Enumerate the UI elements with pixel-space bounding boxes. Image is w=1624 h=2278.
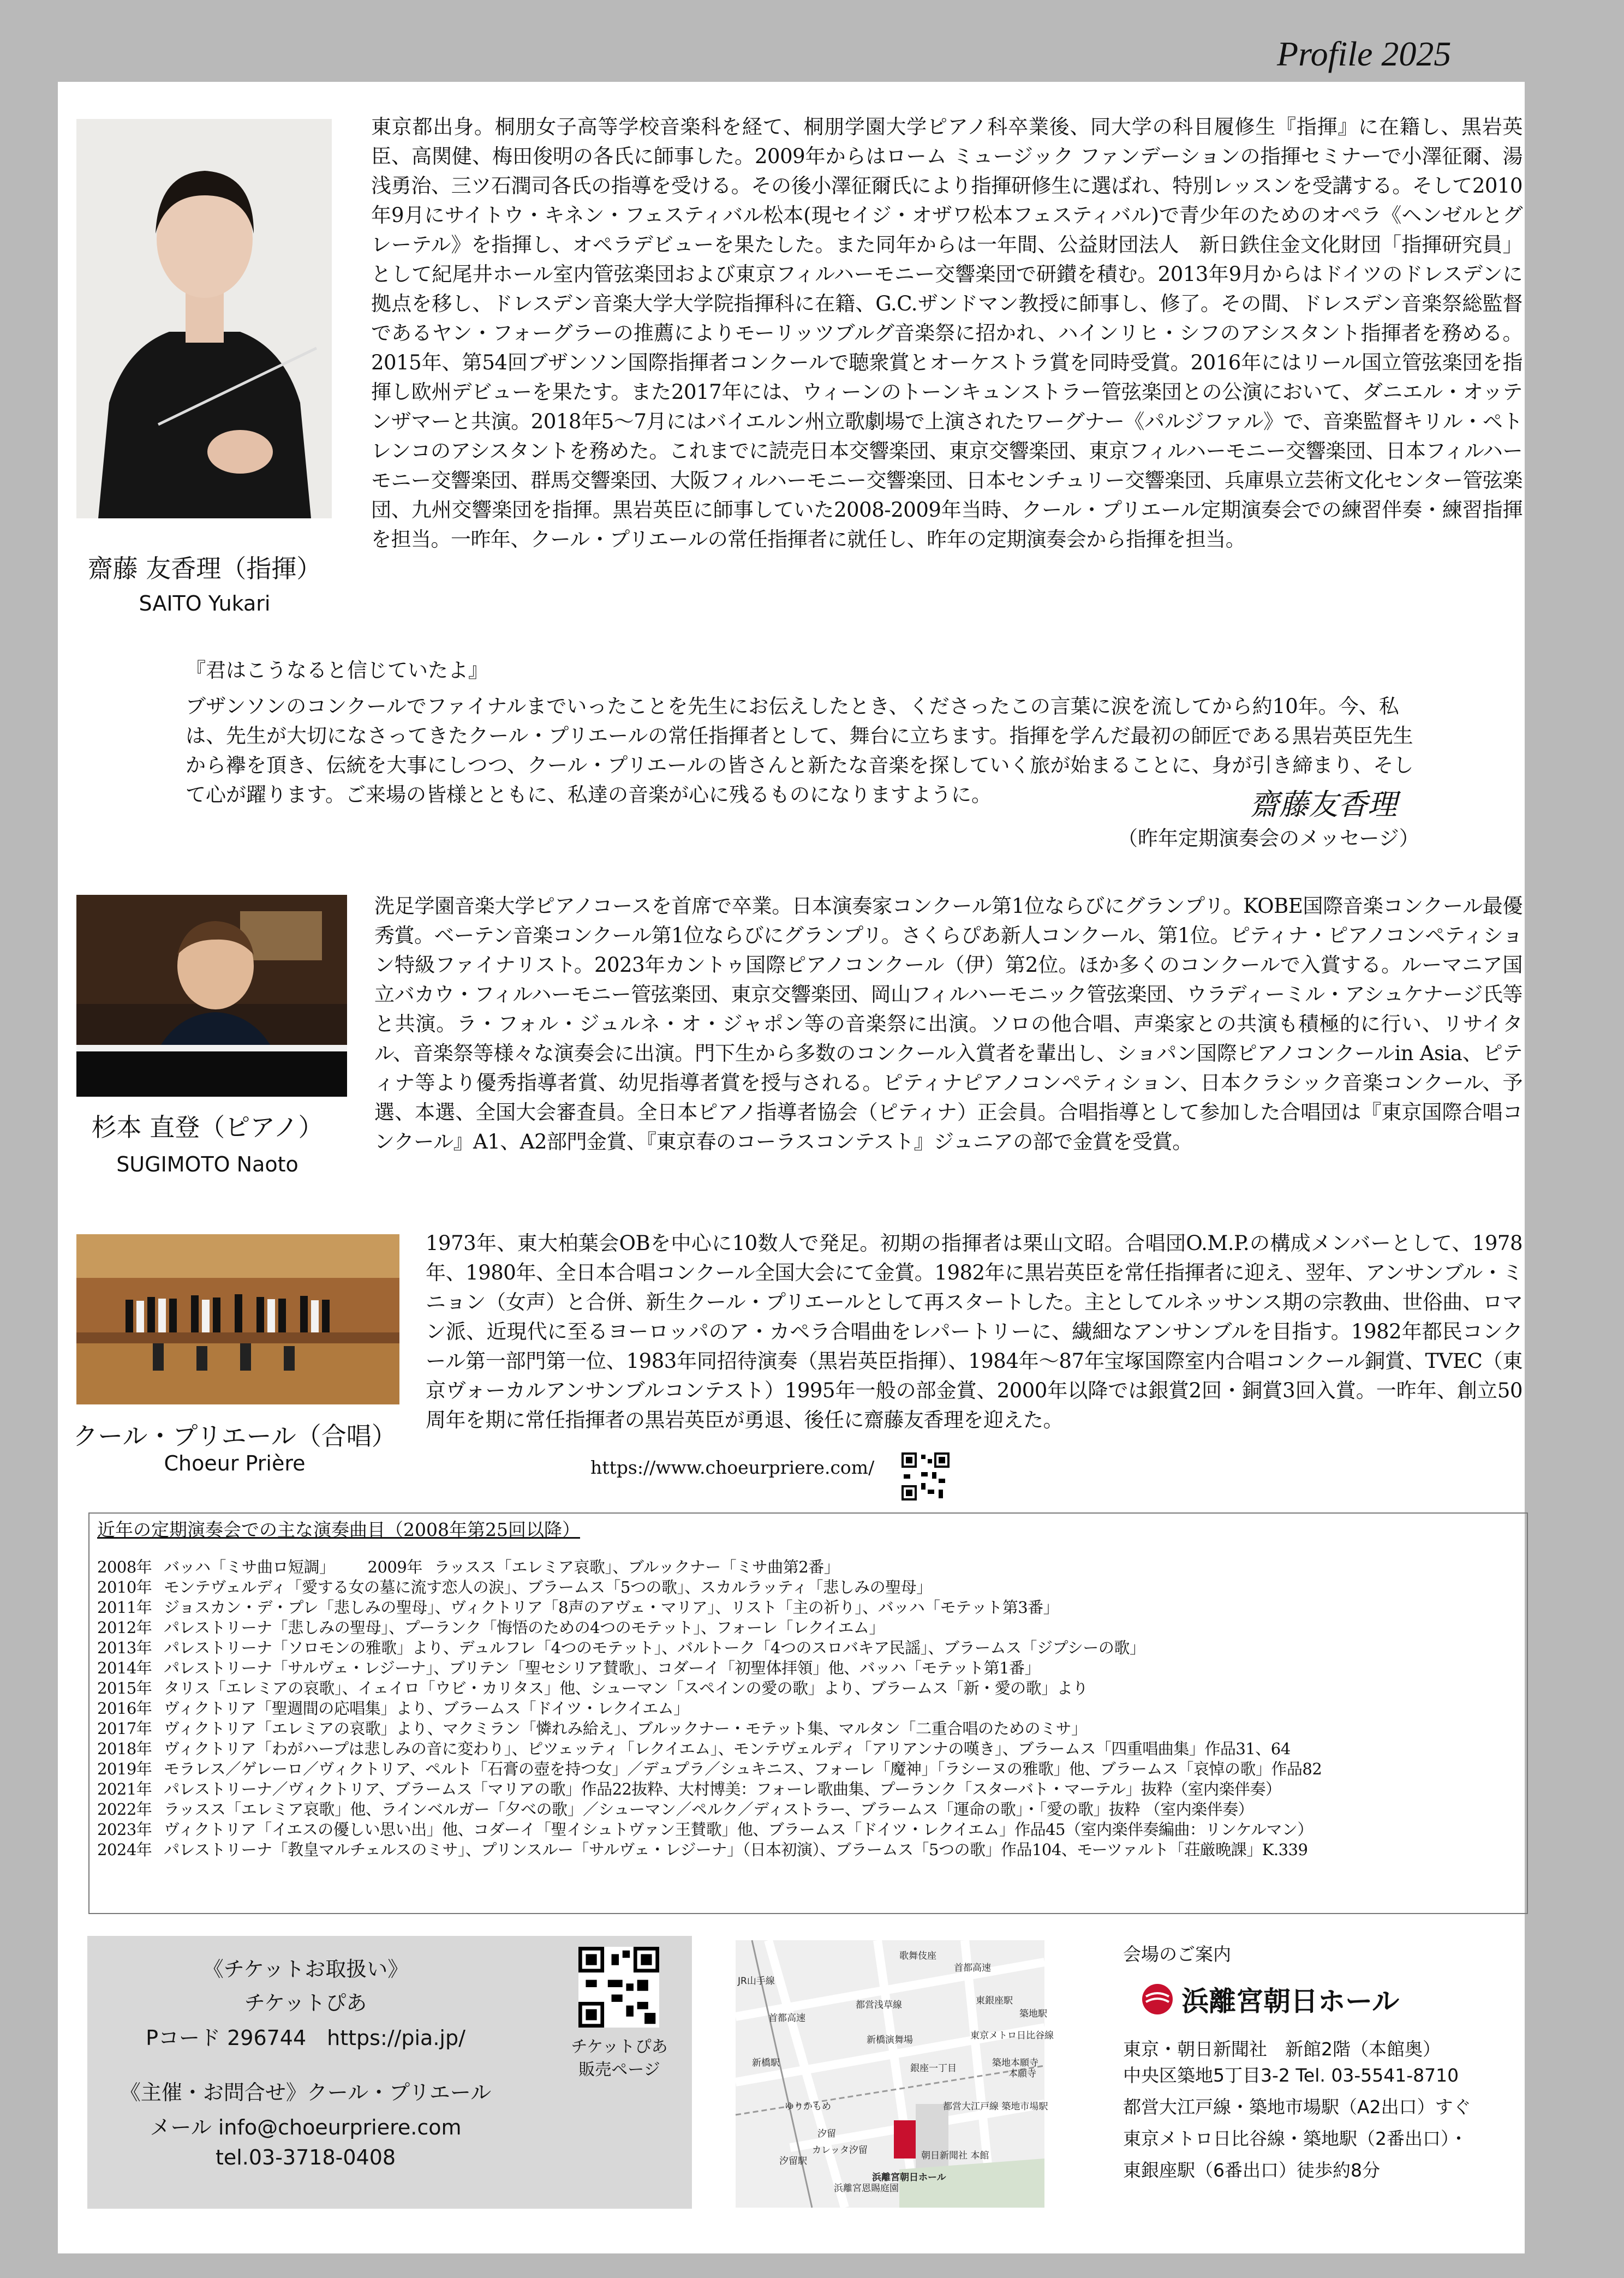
repertoire-year: 2019年	[97, 1760, 152, 1778]
map-label: 首都高速	[768, 2013, 805, 2024]
qr-icon	[578, 1947, 659, 2028]
repertoire-row	[97, 1817, 1313, 1840]
repertoire-row	[97, 1595, 1059, 1618]
organizer-heading: 《主催・お問合せ》クール・プリエール	[120, 2080, 492, 2104]
repertoire-text: パレストリーナ「ソロモンの雅歌」より、デュルフレ「4つのモテット」、バルトーク「4つのスロバキア民謡」、ブラームス「ジプシーの歌」	[164, 1639, 1145, 1657]
map-label: JR山手線	[738, 1976, 775, 1987]
repertoire-year: 2010年	[97, 1578, 152, 1597]
repertoire-text: ヴィクトリア「イエスの優しい思い出」他、コダーイ「聖イシュトヴァン王賛歌」他、ブラームス「ドイツ・レクイエム」作品45（室内楽伴奏編曲：リンケルマン）	[164, 1820, 1313, 1839]
repertoire-text: ラッスス「エレミア哀歌」他、ラインベルガー「夕べの歌」／シューマン／ペルク／ディストラー、ブラームス「運命の歌」・「愛の歌」抜粋 （室内楽伴奏）	[164, 1800, 1254, 1819]
map-label: 歌舞伎座	[899, 1951, 936, 1962]
repertoire-row	[97, 1838, 1307, 1860]
repertoire-year: 2022年	[97, 1800, 152, 1819]
venue-logo	[1141, 1980, 1400, 2017]
ticket-qr-code[interactable]	[578, 1947, 659, 2028]
saito-name-en: SAITO Yukari	[139, 591, 271, 615]
sugimoto-name-en: SUGIMOTO Naoto	[116, 1152, 298, 1176]
map-label: 首都高速	[954, 1963, 991, 1974]
repertoire-row	[97, 1656, 1040, 1678]
repertoire-row	[97, 1797, 1253, 1820]
choir-name-ja: クール・プリエール（合唱）	[73, 1421, 397, 1451]
choir-bio: 1973年、東大柏葉会OBを中心に10数人で発足。初期の指揮者は栗山文昭。合唱団O.M.P.の構成メンバーとして、1978年、1980年、全日本合唱コンクール全国大会にて金賞。1982年に黒岩英臣を常任指揮者に迎え、翌年、アンサンブル・ミニョン（女声）と合併、新生クール・プリエールとして再スタートした。主としてルネッサンス期の宗教曲、世俗曲、ロマン派、近現代に至るヨーロッパのア・カペラ合唱曲をレパートリーに、繊細なアンサンブルを目指す。1982年都民コンクール第一部門第一位、1983年同招待演奏（黒岩英臣指揮）、1984年～87年宝塚国際室内合唱コンクール銅賞、TVEC（東京ヴォーカルアンサンブルコンテスト）1995年一般の部金賞、2000年以降では銀賞2回・銅賞3回入賞。一昨年、創立50周年を期に常任指揮者の黒岩英臣が勇退、後任に齋藤友香理を迎えた。	[426, 1231, 1522, 1432]
repertoire-text: バッハ「ミサ曲ロ短調」	[164, 1558, 335, 1576]
repertoire-row	[97, 1777, 1281, 1799]
repertoire-row	[97, 1696, 689, 1719]
qr-icon	[901, 1452, 950, 1500]
repertoire-row	[97, 1676, 1088, 1699]
map-label: 浜離宮恩賜庭園	[834, 2183, 899, 2194]
map-image	[736, 1940, 1044, 2208]
repertoire-text: モンテヴェルディ「愛する女の墓に流す恋人の涙」、ブラームス「5つの歌」、スカルラッティ「悲しみの聖母」	[164, 1578, 932, 1597]
repertoire-row	[97, 1575, 932, 1598]
saito-name-ja: 齋藤 友香理（指揮）	[87, 554, 322, 583]
repertoire-year: 2024年	[97, 1840, 152, 1859]
repertoire-text: ヴィクトリア「わがハープは悲しみの音に変わり」、ピツェッティ「レクイエム」、モンテヴェルディ「アリアンナの嘆き」、ブラームス「四重唱曲集」作品31、64	[164, 1739, 1291, 1758]
venue-line: 中央区築地5丁目3-2 Tel. 03-5541-8710	[1123, 2065, 1459, 2086]
choir-qr-code[interactable]	[901, 1452, 950, 1500]
map-label: 新橋駅	[752, 2058, 780, 2068]
repertoire-text: ヴィクトリア「聖週間の応唱集」より、ブラームス「ドイツ・レクイエム」	[164, 1699, 689, 1718]
repertoire-text: タリス「エレミアの哀歌」、イェイロ「ウビ・カリタス」他、シューマン「スペインの愛の歌」より、ブラームス「新・愛の歌」より	[164, 1679, 1088, 1697]
choir-name-en: Choeur Prière	[164, 1451, 306, 1475]
repertoire-year: 2012年	[97, 1618, 152, 1637]
repertoire-year: 2021年	[97, 1780, 152, 1798]
repertoire-text: ジョスカン・デ・プレ「悲しみの聖母」、ヴィクトリア「8声のアヴェ・マリア」、リスト「主の祈り」、バッハ「モテット第3番」	[164, 1598, 1059, 1617]
venue-line: 東銀座駅（6番出口）徒歩約8分	[1123, 2160, 1380, 2181]
repertoire-year: 2015年	[97, 1679, 152, 1697]
map-label: 新橋演舞場	[867, 2035, 913, 2046]
contact-mail[interactable]: メール info@choeurpriere.com	[150, 2115, 462, 2139]
map-label: 築地駅	[1019, 2008, 1047, 2019]
venue-line: 東京メトロ日比谷線・築地駅（2番出口）・	[1123, 2128, 1468, 2149]
venue-logo-icon	[1141, 1982, 1174, 2016]
map-label: 東京メトロ日比谷線	[970, 2030, 1054, 2041]
repertoire-text: パレストリーナ「悲しみの聖母」、プーランク「悔悟のための4つのモテット」、フォーレ「レクイエム」	[164, 1618, 885, 1637]
map-label: 築地本願寺	[992, 2058, 1038, 2068]
message-source: （昨年定期演奏会のメッセージ）	[1118, 827, 1419, 850]
repertoire-text: モラレス／ゲレーロ／ヴィクトリア、ペルト「石膏の壺を持つ女」／デュプラ／シュキニス、フォーレ「魔神」「ラシーヌの雅歌」他、ブラームス「哀悼の歌」作品82	[164, 1760, 1322, 1778]
repertoire-year: 2023年	[97, 1820, 152, 1839]
ticket-heading: 《チケットお取扱い》	[202, 1957, 409, 1981]
choir-stage-image	[76, 1234, 399, 1404]
ticket-pcode[interactable]: Pコード 296744 https://pia.jp/	[146, 2026, 465, 2050]
repertoire-year: 2008年	[97, 1558, 152, 1576]
sugimoto-photo	[76, 895, 347, 1097]
repertoire-year: 2013年	[97, 1639, 152, 1657]
ticket-vendor: チケットぴあ	[244, 1991, 367, 2015]
repertoire-text: パレストリーナ／ヴィクトリア、ブラームス「マリアの歌」作品22抜粋、大村博美：フォーレ歌曲集、プーランク「スターバト・マーテル」抜粋（室内楽伴奏）	[164, 1780, 1281, 1798]
saito-photo	[76, 119, 332, 518]
repertoire-year: 2009年	[367, 1558, 422, 1576]
repertoire-row	[97, 1757, 1322, 1779]
sugimoto-portrait-image	[76, 895, 347, 1097]
map-label: 本願寺	[1008, 2068, 1036, 2079]
venue-line: 東京・朝日新聞社 新館2階（本館奥）	[1123, 2038, 1441, 2060]
map-label: カレッタ汐留	[812, 2145, 868, 2156]
repertoire-text: ヴィクトリア「エレミアの哀歌」より、マクミラン「憐れみ給え」、ブルックナー・モテット集、マルタン「二重合唱のためのミサ」	[164, 1719, 1087, 1738]
message-body: ブザンソンのコンクールでファイナルまでいったことを先生にお伝えしたとき、くださったこの言葉に涙を流してから約10年。今、私は、先生が大切になさってきたクール・プリエールの常任指揮者として、舞台に立ちます。指揮を学んだ最初の師匠である黒岩英臣先生から襷を頂き、伝統を大事にしつつ、クール・プリエールの皆さんと新たな音楽を探していく旅が始まることに、身が引き締まり、そして心が躍ります。ご来場の皆様とともに、私達の音楽が心に残るものになりますように。	[186, 695, 1414, 806]
contact-tel: tel.03-3718-0408	[215, 2145, 396, 2169]
repertoire-text: パレストリーナ「教皇マルチェルスのミサ」、プリンスルー「サルヴェ・レジーナ」（日本初演）、ブラームス「5つの歌」作品104、モーツァルト「荘厳晩課」K.339	[164, 1840, 1308, 1859]
qr-caption-1: チケットぴあ	[571, 2037, 668, 2056]
map-label: 汐留	[817, 2128, 836, 2139]
signature: 齋藤友香理	[1250, 787, 1397, 822]
map-label: 都営大江戸線 築地市場駅	[943, 2101, 1048, 2112]
venue-line: 都営大江戸線・築地市場駅（A2出口）すぐ	[1123, 2096, 1471, 2118]
repertoire-row-2008-2009	[97, 1555, 839, 1577]
map-label: 汐留駅	[779, 2156, 807, 2167]
choir-url[interactable]: https://www.choeurpriere.com/	[590, 1457, 875, 1478]
choir-photo	[76, 1234, 399, 1404]
repertoire-row	[97, 1717, 1086, 1739]
map-label: 銀座一丁目	[910, 2063, 957, 2074]
profile-header: Profile 2025	[1277, 34, 1452, 73]
repertoire-row	[97, 1636, 1145, 1658]
ticket-info-box	[87, 1936, 692, 2209]
qr-caption-2: 販売ページ	[578, 2060, 660, 2079]
repertoire-year: 2017年	[97, 1719, 152, 1738]
map-label: 朝日新聞社 本館	[921, 2150, 989, 2161]
repertoire-year: 2018年	[97, 1739, 152, 1758]
repertoire-year: 2014年	[97, 1659, 152, 1677]
map-label: ゆりかもめ	[785, 2101, 831, 2112]
repertoire-title: 近年の定期演奏会での主な演奏曲目（2008年第25回以降）	[97, 1519, 580, 1540]
map-label: 東銀座駅	[976, 1995, 1013, 2006]
repertoire-row	[97, 1616, 885, 1638]
saito-bio: 東京都出身。桐朋女子高等学校音楽科を経て、桐朋学園大学ピアノ科卒業後、同大学の科目履修生『指揮』に在籍し、黒岩英臣、高関健、梅田俊明の各氏に師事した。2009年からはローム ミュージック ファンデーションの指揮セミナーで小澤征爾、湯浅勇治、三ツ石潤司各氏の指導を受ける。その後小澤征爾氏により指揮研修生に選ばれ、特別レッスンを受講する。そして2010年9月にサイトウ・キネン・フェスティバル松本(現セイジ・オザワ松本フェスティバル)で青少年のためのオペラ《ヘンゼルとグレーテル》を指揮し、オペラデビューを果たした。また同年からは一年間、公益財団法人 新日鉄住金文化財団「指揮研究員」として紀尾井ホール室内管弦楽団および東京フィルハーモニー交響楽団で研鑚を積む。2013年9月からはドイツのドレスデンに拠点を移し、ドレスデン音楽大学大学院指揮科に在籍、G.C.ザンドマン教授に師事し、修了。その間、ドレスデン音楽祭総監督であるヤン・フォーグラーの推薦によりモーリッツブルグ音楽祭に招かれ、ハインリヒ・シフのアシスタント指揮者を務める。2015年、第54回ブザンソン国際指揮者コンクールで聴衆賞とオーケストラ賞を同時受賞。2016年にはリール国立管弦楽団を指揮し欧州デビューを果たす。また2017年には、ウィーンのトーンキュンストラー管弦楽団との公演において、ダニエル・オッテンザマーと共演。2018年5～7月にはバイエルン州立歌劇場で上演されたワーグナー《パルジファル》で、音楽監督キリル・ペトレンコのアシスタントを務めた。これまでに読売日本交響楽団、東京交響楽団、東京フィルハーモニー交響楽団、日本フィルハーモニー交響楽団、群馬交響楽団、大阪フィルハーモニー交響楽団、日本センチュリー交響楽団、兵庫県立芸術文化センター管弦楽団、九州交響楽団を指揮。黒岩英臣に師事していた2008-2009年当時、クール・プリエール定期演奏会での練習伴奏・練習指揮を担当。一昨年、クール・プリエールの常任指揮者に就任し、昨年の定期演奏会から指揮を担当。	[371, 115, 1523, 551]
repertoire-text: ラッスス「エレミア哀歌」、ブルックナー「ミサ曲第2番」	[434, 1558, 840, 1576]
venue-logo-text: 浜離宮朝日ホール	[1181, 1986, 1400, 2017]
repertoire-text: パレストリーナ「サルヴェ・レジーナ」、ブリテン「聖セシリア賛歌」、コダーイ「初聖体拝領」他、バッハ「モテット第1番」	[164, 1659, 1041, 1677]
map-label: 都営浅草線	[856, 2000, 902, 2011]
saito-portrait-image	[76, 119, 332, 518]
repertoire-box	[88, 1512, 1528, 1914]
repertoire-row	[97, 1737, 1291, 1759]
repertoire-year: 2011年	[97, 1598, 152, 1617]
sugimoto-bio: 洗足学園音楽大学ピアノコースを首席で卒業。日本演奏家コンクール第1位ならびにグランプリ。KOBE国際音楽コンクール最優秀賞。ベーテン音楽コンクール第1位ならびにグランプリ。さくらぴあ新人コンクール、第1位。ピティナ・ピアノコンペティション特級ファイナリスト。2023年カントゥ国際ピアノコンクール（伊）第2位。ほか多くのコンクールで入賞する。ルーマニア国立バカウ・フィルハーモニー管弦楽団、東京交響楽団、岡山フィルハーモニック管弦楽団、ウラディーミル・アシュケナージ氏等と共演。ラ・フォル・ジュルネ・オ・ジャポン等の音楽祭に出演。ソロの他合唱、声楽家との共演も積極的に行い、リサイタル、音楽祭等様々な演奏会に出演。門下生から多数のコンクール入賞者を輩出し、ショパン国際ピアノコンクールin Asia、ピティナ等より優秀指導者賞、幼児指導者賞を授与される。ピティナピアノコンペティション、日本クラシック音楽コンクール、予選、本選、全国大会審査員。全日本ピアノ指導者協会（ピティナ）正会員。合唱指導として参加した合唱団は『東京国際合唱コンクール』A1、A2部門金賞、『東京春のコーラスコンテスト』ジュニアの部で金賞を受賞。	[374, 894, 1523, 1153]
sugimoto-name-ja: 杉本 直登（ピアノ）	[91, 1113, 324, 1142]
map-label: 浜離宮朝日ホール	[872, 2172, 946, 2183]
venue-heading: 会場のご案内	[1123, 1944, 1231, 1965]
venue-map	[736, 1940, 1054, 2208]
message-title: 『君はこうなると信じていたよ』	[186, 659, 488, 682]
repertoire-year: 2016年	[97, 1699, 152, 1718]
